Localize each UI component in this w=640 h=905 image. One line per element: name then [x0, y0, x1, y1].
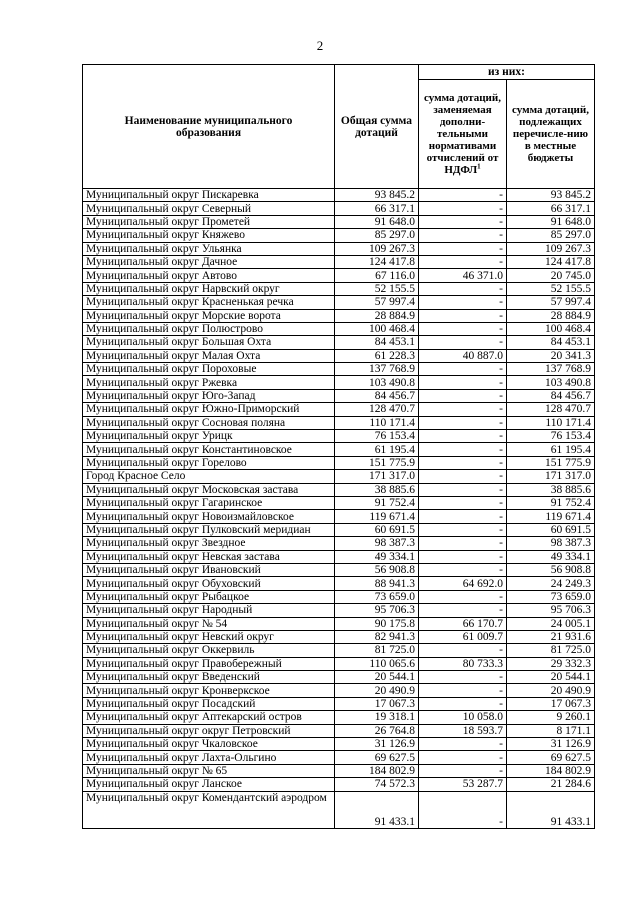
transferred-subsidy: 60 691.5: [507, 523, 595, 536]
total-subsidy: 85 297.0: [335, 229, 419, 242]
table-row: [83, 791, 595, 828]
municipality-name: Муниципальный округ округ Петровский: [83, 724, 335, 737]
header-total: Общая сумма дотаций: [335, 65, 419, 189]
transferred-subsidy: 184 802.9: [507, 764, 595, 777]
total-subsidy: 19 318.1: [335, 711, 419, 724]
table-row: [83, 416, 595, 429]
table-row: [83, 617, 595, 630]
total-subsidy: 109 267.3: [335, 242, 419, 255]
table-row: [83, 778, 595, 791]
transferred-subsidy: 109 267.3: [507, 242, 595, 255]
replaced-subsidy: -: [419, 296, 507, 309]
total-subsidy: 110 065.6: [335, 657, 419, 670]
total-subsidy: 171 317.0: [335, 470, 419, 483]
replaced-subsidy: -: [419, 309, 507, 322]
municipality-name: Муниципальный округ Красненькая речка: [83, 296, 335, 309]
municipality-name: Муниципальный округ Пулковский меридиан: [83, 523, 335, 536]
table-row: [83, 255, 595, 268]
transferred-subsidy: 128 470.7: [507, 403, 595, 416]
transferred-subsidy: 151 775.9: [507, 456, 595, 469]
table-row: [83, 671, 595, 684]
municipality-name: Муниципальный округ Посадский: [83, 697, 335, 710]
subsidies-table: [82, 64, 595, 829]
transferred-subsidy: 20 490.9: [507, 684, 595, 697]
transferred-subsidy: 84 456.7: [507, 389, 595, 402]
replaced-subsidy: -: [419, 590, 507, 603]
municipality-name: Муниципальный округ Кронверкское: [83, 684, 335, 697]
table-row: [83, 724, 595, 737]
municipality-name: Муниципальный округ Чкаловское: [83, 738, 335, 751]
header-transferred: сумма дотаций, подлежащих перечисле-нию в местные бюджеты: [507, 80, 595, 189]
total-subsidy: 110 171.4: [335, 416, 419, 429]
municipality-name: Муниципальный округ Сосновая поляна: [83, 416, 335, 429]
municipality-name: Муниципальный округ Урицк: [83, 430, 335, 443]
replaced-subsidy: 46 371.0: [419, 269, 507, 282]
replaced-subsidy: -: [419, 738, 507, 751]
replaced-subsidy: 64 692.0: [419, 577, 507, 590]
replaced-subsidy: -: [419, 483, 507, 496]
municipality-name: Муниципальный округ Большая Охта: [83, 336, 335, 349]
table-row: [83, 711, 595, 724]
replaced-subsidy: -: [419, 255, 507, 268]
total-subsidy: 95 706.3: [335, 604, 419, 617]
transferred-subsidy: 56 908.8: [507, 563, 595, 576]
total-subsidy: 76 153.4: [335, 430, 419, 443]
header-replaced-text: сумма дотаций, заменяемая дополни-тельными нормативами отчислений от НДФЛ: [424, 92, 501, 176]
table-row: [83, 322, 595, 335]
table-row: [83, 456, 595, 469]
replaced-subsidy: -: [419, 389, 507, 402]
municipality-name: Муниципальный округ Лахта-Ольгино: [83, 751, 335, 764]
total-subsidy: 84 456.7: [335, 389, 419, 402]
municipality-name: Муниципальный округ Горелово: [83, 456, 335, 469]
transferred-subsidy: 85 297.0: [507, 229, 595, 242]
table-row: [83, 523, 595, 536]
municipality-name: Муниципальный округ Народный: [83, 604, 335, 617]
transferred-subsidy: 38 885.6: [507, 483, 595, 496]
total-subsidy: 84 453.1: [335, 336, 419, 349]
total-subsidy: 20 490.9: [335, 684, 419, 697]
table-row: [83, 537, 595, 550]
replaced-subsidy: -: [419, 443, 507, 456]
transferred-subsidy: 24 249.3: [507, 577, 595, 590]
replaced-subsidy: -: [419, 403, 507, 416]
municipality-name: Муниципальный округ Невская застава: [83, 550, 335, 563]
total-subsidy: 49 334.1: [335, 550, 419, 563]
transferred-subsidy: 31 126.9: [507, 738, 595, 751]
replaced-subsidy: 18 593.7: [419, 724, 507, 737]
total-subsidy: 81 725.0: [335, 644, 419, 657]
total-subsidy: 88 941.3: [335, 577, 419, 590]
table-row: [83, 496, 595, 509]
transferred-subsidy: 76 153.4: [507, 430, 595, 443]
transferred-subsidy: 95 706.3: [507, 604, 595, 617]
total-subsidy: 38 885.6: [335, 483, 419, 496]
table-row: [83, 738, 595, 751]
transferred-subsidy: 52 155.5: [507, 282, 595, 295]
total-subsidy: 137 768.9: [335, 363, 419, 376]
table-row: [83, 242, 595, 255]
total-subsidy: 17 067.3: [335, 697, 419, 710]
transferred-subsidy: 84 453.1: [507, 336, 595, 349]
transferred-subsidy: 28 884.9: [507, 309, 595, 322]
transferred-subsidy: 20 745.0: [507, 269, 595, 282]
replaced-subsidy: -: [419, 537, 507, 550]
table-row: [83, 336, 595, 349]
total-subsidy: 128 470.7: [335, 403, 419, 416]
replaced-subsidy: 53 287.7: [419, 778, 507, 791]
transferred-subsidy: 91 752.4: [507, 496, 595, 509]
replaced-subsidy: -: [419, 215, 507, 228]
table-row: [83, 590, 595, 603]
municipality-name: Муниципальный округ Пороховые: [83, 363, 335, 376]
replaced-subsidy: -: [419, 242, 507, 255]
replaced-subsidy: -: [419, 697, 507, 710]
total-subsidy: 124 417.8: [335, 255, 419, 268]
replaced-subsidy: -: [419, 644, 507, 657]
municipality-name: Муниципальный округ Оккервиль: [83, 644, 335, 657]
municipality-name: Муниципальный округ Южно-Приморский: [83, 403, 335, 416]
total-subsidy: 184 802.9: [335, 764, 419, 777]
municipality-name: Муниципальный округ Малая Охта: [83, 349, 335, 362]
table-row: [83, 443, 595, 456]
transferred-subsidy: 171 317.0: [507, 470, 595, 483]
transferred-subsidy: 91 433.1: [507, 791, 595, 828]
table-row: [83, 189, 595, 202]
municipality-name: Муниципальный округ Введенский: [83, 671, 335, 684]
transferred-subsidy: 21 931.6: [507, 630, 595, 643]
page-number: 2: [316, 38, 324, 53]
table-row: [83, 269, 595, 282]
transferred-subsidy: 98 387.3: [507, 537, 595, 550]
transferred-subsidy: 29 332.3: [507, 657, 595, 670]
municipality-name: Город Красное Село: [83, 470, 335, 483]
replaced-subsidy: -: [419, 751, 507, 764]
transferred-subsidy: 119 671.4: [507, 510, 595, 523]
total-subsidy: 69 627.5: [335, 751, 419, 764]
total-subsidy: 93 845.2: [335, 189, 419, 202]
transferred-subsidy: 61 195.4: [507, 443, 595, 456]
table-row: [83, 684, 595, 697]
municipality-name: Муниципальный округ Невский округ: [83, 630, 335, 643]
replaced-subsidy: -: [419, 523, 507, 536]
header-name: Наименование муниципального образования: [83, 65, 335, 189]
municipality-name: Муниципальный округ Прометей: [83, 215, 335, 228]
transferred-subsidy: 110 171.4: [507, 416, 595, 429]
replaced-subsidy: -: [419, 376, 507, 389]
municipality-name: Муниципальный округ Новоизмайловское: [83, 510, 335, 523]
total-subsidy: 91 433.1: [335, 791, 419, 828]
replaced-subsidy: -: [419, 456, 507, 469]
table-row: [83, 282, 595, 295]
municipality-name: Муниципальный округ Звездное: [83, 537, 335, 550]
replaced-subsidy: -: [419, 202, 507, 215]
transferred-subsidy: 66 317.1: [507, 202, 595, 215]
table-row: [83, 430, 595, 443]
replaced-subsidy: -: [419, 510, 507, 523]
table-row: [83, 349, 595, 362]
table-row: [83, 764, 595, 777]
table-row: [83, 202, 595, 215]
transferred-subsidy: 124 417.8: [507, 255, 595, 268]
replaced-subsidy: -: [419, 764, 507, 777]
replaced-subsidy: -: [419, 791, 507, 828]
replaced-subsidy: -: [419, 322, 507, 335]
table-row: [83, 697, 595, 710]
table-row: [83, 376, 595, 389]
total-subsidy: 82 941.3: [335, 630, 419, 643]
total-subsidy: 31 126.9: [335, 738, 419, 751]
replaced-subsidy: -: [419, 430, 507, 443]
total-subsidy: 90 175.8: [335, 617, 419, 630]
total-subsidy: 100 468.4: [335, 322, 419, 335]
municipality-name: Муниципальный округ Юго-Запад: [83, 389, 335, 402]
replaced-subsidy: -: [419, 189, 507, 202]
table-row: [83, 510, 595, 523]
total-subsidy: 56 908.8: [335, 563, 419, 576]
replaced-subsidy: -: [419, 282, 507, 295]
transferred-subsidy: 91 648.0: [507, 215, 595, 228]
transferred-subsidy: 9 260.1: [507, 711, 595, 724]
table-row: [83, 751, 595, 764]
table-row: [83, 483, 595, 496]
replaced-subsidy: -: [419, 470, 507, 483]
replaced-subsidy: -: [419, 229, 507, 242]
municipality-name: Муниципальный округ Полюстрово: [83, 322, 335, 335]
municipality-name: Муниципальный округ № 54: [83, 617, 335, 630]
total-subsidy: 67 116.0: [335, 269, 419, 282]
transferred-subsidy: 81 725.0: [507, 644, 595, 657]
table-row: [83, 657, 595, 670]
replaced-subsidy: 40 887.0: [419, 349, 507, 362]
replaced-subsidy: -: [419, 363, 507, 376]
transferred-subsidy: 24 005.1: [507, 617, 595, 630]
replaced-subsidy: -: [419, 550, 507, 563]
transferred-subsidy: 73 659.0: [507, 590, 595, 603]
table-row: [83, 563, 595, 576]
table-row: [83, 215, 595, 228]
header-of-which: из них:: [419, 65, 595, 80]
transferred-subsidy: 137 768.9: [507, 363, 595, 376]
header-replaced: [419, 80, 507, 189]
municipality-name: Муниципальный округ Обуховский: [83, 577, 335, 590]
transferred-subsidy: 8 171.1: [507, 724, 595, 737]
replaced-subsidy: -: [419, 684, 507, 697]
table-row: [83, 389, 595, 402]
transferred-subsidy: 21 284.6: [507, 778, 595, 791]
total-subsidy: 151 775.9: [335, 456, 419, 469]
transferred-subsidy: 69 627.5: [507, 751, 595, 764]
table-row: [83, 630, 595, 643]
total-subsidy: 98 387.3: [335, 537, 419, 550]
municipality-name: Муниципальный округ Нарвский округ: [83, 282, 335, 295]
municipality-name: Муниципальный округ № 65: [83, 764, 335, 777]
municipality-name: Муниципальный округ Рыбацкое: [83, 590, 335, 603]
table-row: [83, 550, 595, 563]
transferred-subsidy: 93 845.2: [507, 189, 595, 202]
transferred-subsidy: 100 468.4: [507, 322, 595, 335]
municipality-name: Муниципальный округ Ланское: [83, 778, 335, 791]
total-subsidy: 103 490.8: [335, 376, 419, 389]
transferred-subsidy: 17 067.3: [507, 697, 595, 710]
table-row: [83, 577, 595, 590]
table-row: [83, 604, 595, 617]
municipality-name: Муниципальный округ Ульянка: [83, 242, 335, 255]
total-subsidy: 119 671.4: [335, 510, 419, 523]
total-subsidy: 73 659.0: [335, 590, 419, 603]
replaced-subsidy: 66 170.7: [419, 617, 507, 630]
municipality-name: Муниципальный округ Морские ворота: [83, 309, 335, 322]
replaced-subsidy: 80 733.3: [419, 657, 507, 670]
transferred-subsidy: 57 997.4: [507, 296, 595, 309]
transferred-subsidy: 103 490.8: [507, 376, 595, 389]
municipality-name: Муниципальный округ Дачное: [83, 255, 335, 268]
municipality-name: Муниципальный округ Комендантский аэродром: [83, 791, 335, 828]
total-subsidy: 91 752.4: [335, 496, 419, 509]
municipality-name: Муниципальный округ Гагаринское: [83, 496, 335, 509]
replaced-subsidy: -: [419, 563, 507, 576]
municipality-name: Муниципальный округ Ивановский: [83, 563, 335, 576]
footnote-mark: 1: [477, 162, 481, 171]
replaced-subsidy: 10 058.0: [419, 711, 507, 724]
municipality-name: Муниципальный округ Московская застава: [83, 483, 335, 496]
total-subsidy: 66 317.1: [335, 202, 419, 215]
total-subsidy: 91 648.0: [335, 215, 419, 228]
table-row: [83, 363, 595, 376]
transferred-subsidy: 20 341.3: [507, 349, 595, 362]
replaced-subsidy: -: [419, 336, 507, 349]
total-subsidy: 52 155.5: [335, 282, 419, 295]
total-subsidy: 74 572.3: [335, 778, 419, 791]
replaced-subsidy: -: [419, 416, 507, 429]
municipality-name: Муниципальный округ Правобережный: [83, 657, 335, 670]
municipality-name: Муниципальный округ Константиновское: [83, 443, 335, 456]
total-subsidy: 61 195.4: [335, 443, 419, 456]
transferred-subsidy: 20 544.1: [507, 671, 595, 684]
table-row: [83, 470, 595, 483]
total-subsidy: 28 884.9: [335, 309, 419, 322]
municipality-name: Муниципальный округ Княжево: [83, 229, 335, 242]
municipality-name: Муниципальный округ Пискаревка: [83, 189, 335, 202]
table-row: [83, 403, 595, 416]
transferred-subsidy: 49 334.1: [507, 550, 595, 563]
total-subsidy: 20 544.1: [335, 671, 419, 684]
total-subsidy: 61 228.3: [335, 349, 419, 362]
table-row: [83, 644, 595, 657]
total-subsidy: 57 997.4: [335, 296, 419, 309]
municipality-name: Муниципальный округ Автово: [83, 269, 335, 282]
table-body: [83, 189, 595, 829]
replaced-subsidy: -: [419, 604, 507, 617]
table-row: [83, 309, 595, 322]
municipality-name: Муниципальный округ Аптекарский остров: [83, 711, 335, 724]
replaced-subsidy: -: [419, 671, 507, 684]
total-subsidy: 26 764.8: [335, 724, 419, 737]
table-row: [83, 229, 595, 242]
total-subsidy: 60 691.5: [335, 523, 419, 536]
replaced-subsidy: 61 009.7: [419, 630, 507, 643]
replaced-subsidy: -: [419, 496, 507, 509]
table-row: [83, 296, 595, 309]
municipality-name: Муниципальный округ Северный: [83, 202, 335, 215]
municipality-name: Муниципальный округ Ржевка: [83, 376, 335, 389]
